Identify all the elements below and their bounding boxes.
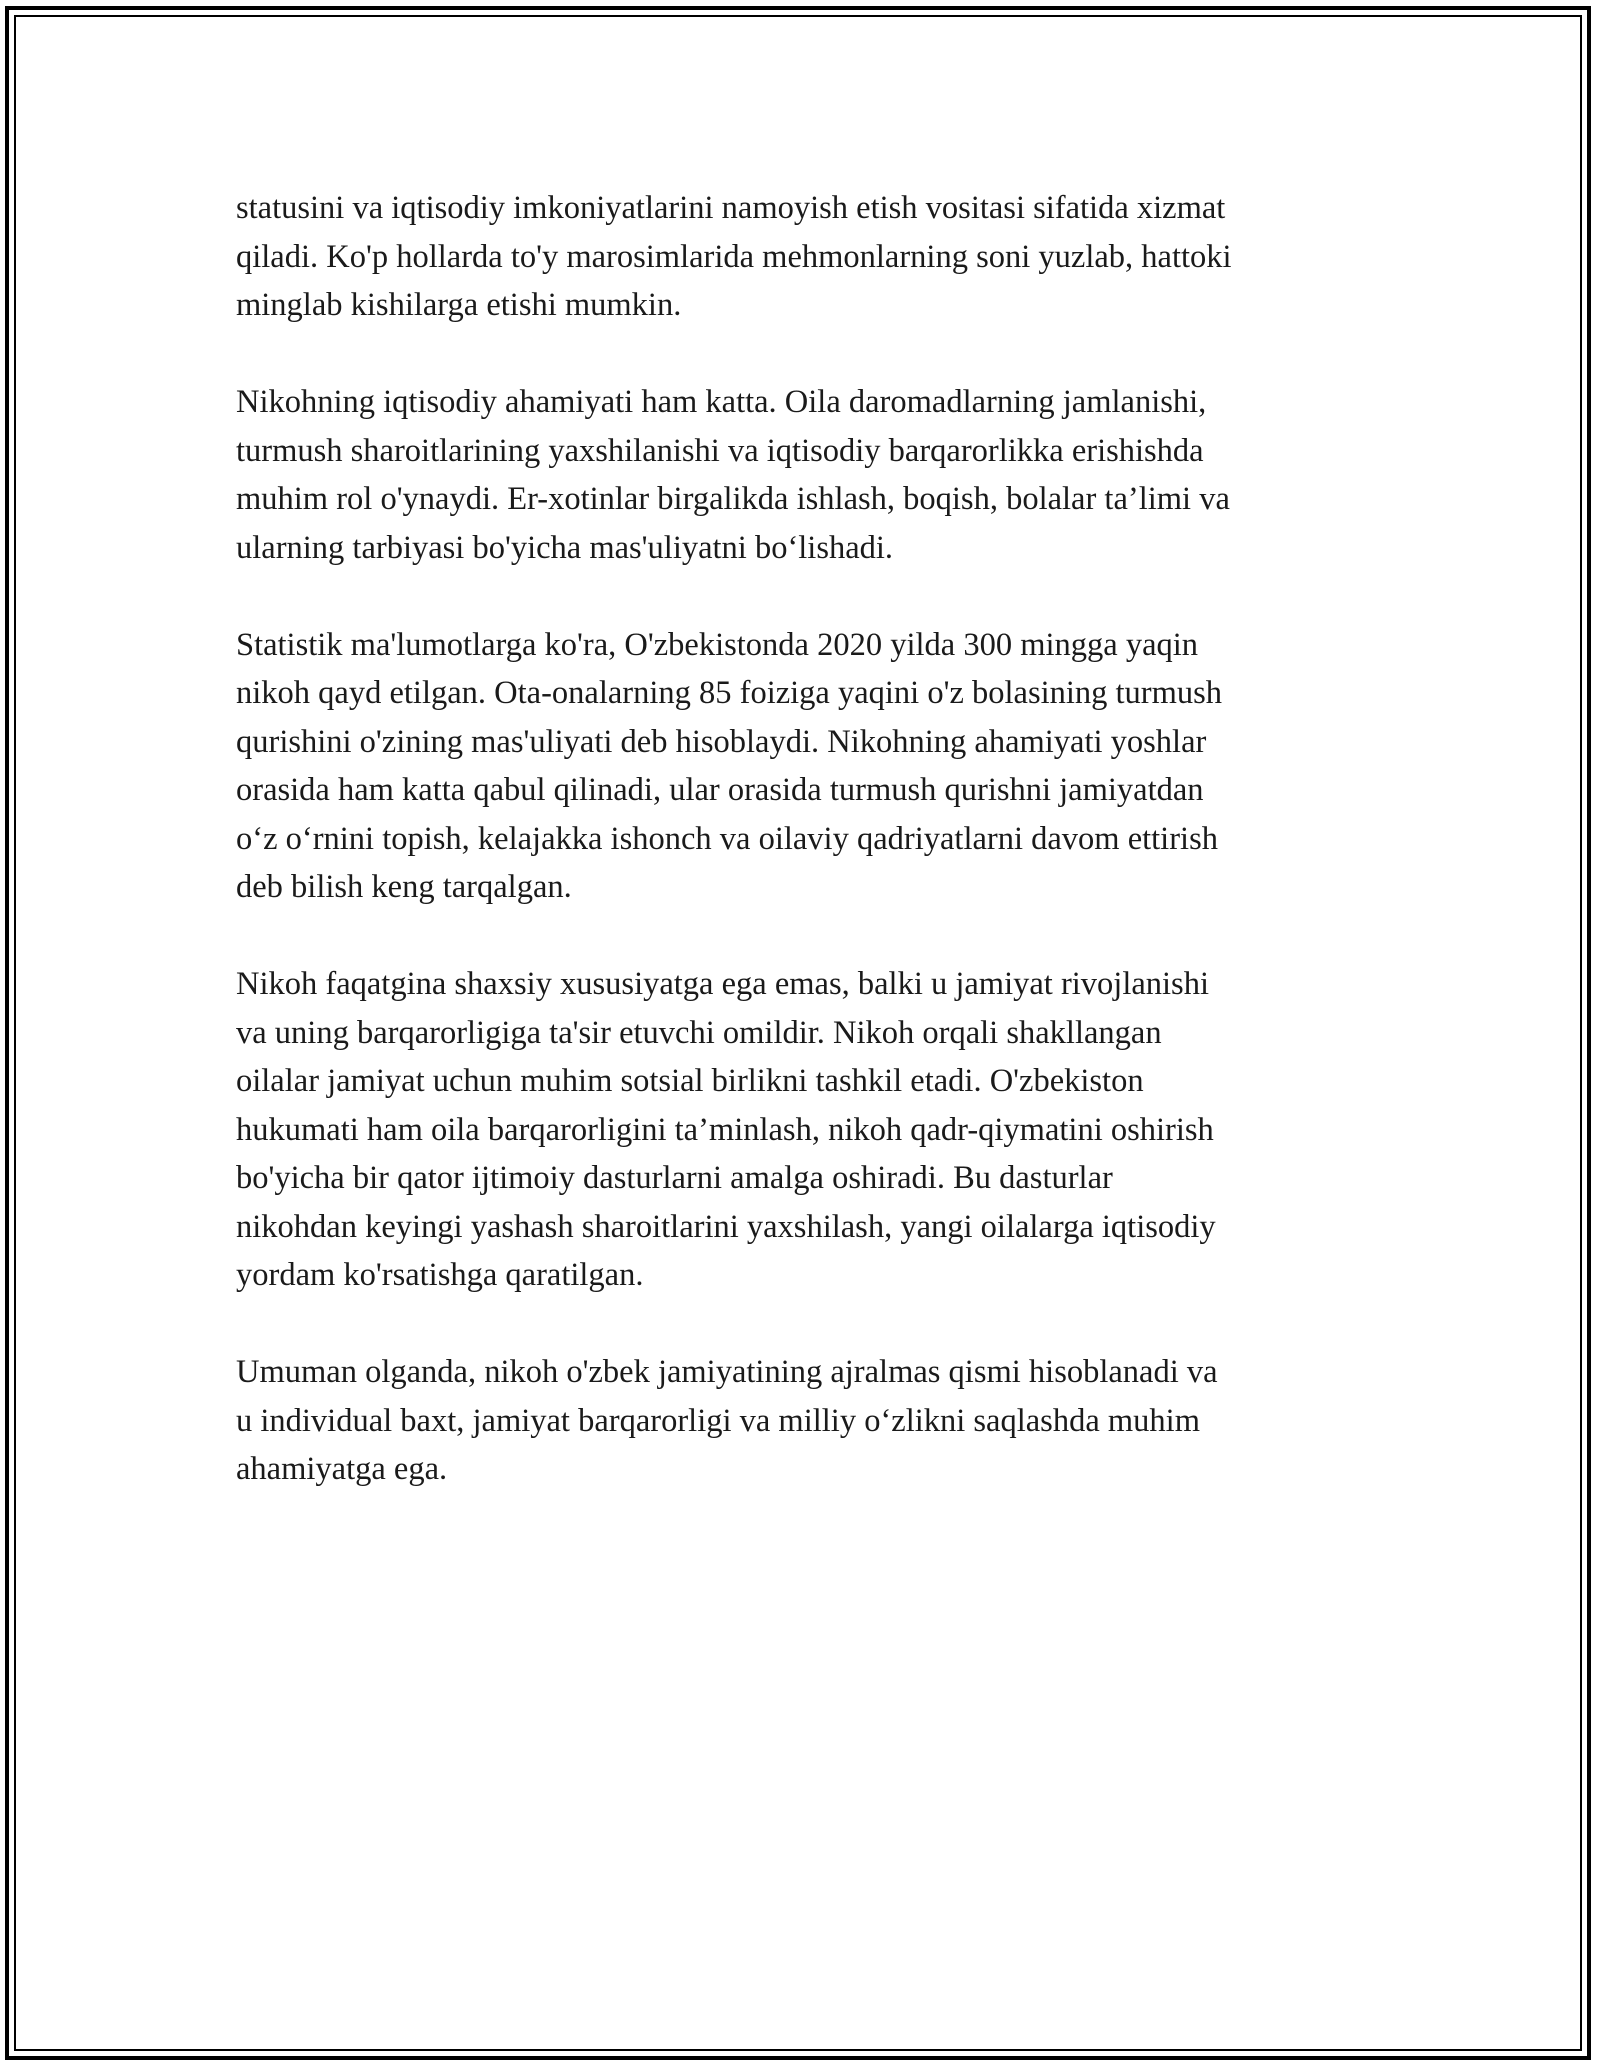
paragraph-statistics: Statistik ma'lumotlarga ko'ra, O'zbekistonda 2020 yilda 300 mingga yaqin nikoh qayd etilgan. Ota-onalarning 85 foiziga yaqini o'z bolasining turmush qurishini o'zining mas'uliyati deb hisoblaydi. Nikohning ahamiyati yoshlar orasida ham katta qabul qilinadi, ular orasida turmush qurishni jamiyatdan o‘z o‘rnini topish, kelajakka ishonch va oilaviy qadriyatlarni davom ettirish deb bilish keng tarqalgan. xyxy=(236,626,1223,905)
paragraph-wedding-guests: statusini va iqtisodiy imkoniyatlarini namoyish etish vositasi sifatida xizmat qiladi. Ko'p hollarda to'y marosimlarida mehmonlarning soni yuzlab, hattoki minglab kishilarga etishi mumkin. xyxy=(236,190,1232,323)
paragraph-conclusion: Umuman olganda, nikoh o'zbek jamiyatining ajralmas qismi hisoblanadi va u individual baxt, jamiyat barqarorligi va milliy o‘zlikni saqlashda muhim ahamiyatga ega. xyxy=(236,1354,1218,1487)
paragraph-social-role: Nikoh faqatgina shaxsiy xususiyatga ega emas, balki u jamiyat rivojlanishi va uning barqarorligiga ta'sir etuvchi omildir. Nikoh orqali shakllangan oilalar jamiyat uchun muhim sotsial birlikni tashkil etadi. O'zbekiston hukumati ham oila barqarorligini ta’minlash, nikoh qadr-qiymatini oshirish bo'yicha bir qator ijtimoiy dasturlarni amalga oshiradi. Bu dasturlar nikohdan keyingi yashash sharoitlarini yaxshilash, yangi oilalarga iqtisodiy yordam ko'rsatishga qaratilgan. xyxy=(236,966,1216,1293)
paragraph-economic-importance: Nikohning iqtisodiy ahamiyati ham katta. Oila daromadlarning jamlanishi, turmush sharoitlarining yaxshilanishi va iqtisodiy barqarorlikka erishishda muhim rol o'ynaydi. Er-xotinlar birgalikda ishlash, boqish, bolalar ta’limi va ularning tarbiyasi bo'yicha mas'uliyatni bo‘lishadi. xyxy=(236,384,1230,566)
document-body xyxy=(236,184,1376,1542)
